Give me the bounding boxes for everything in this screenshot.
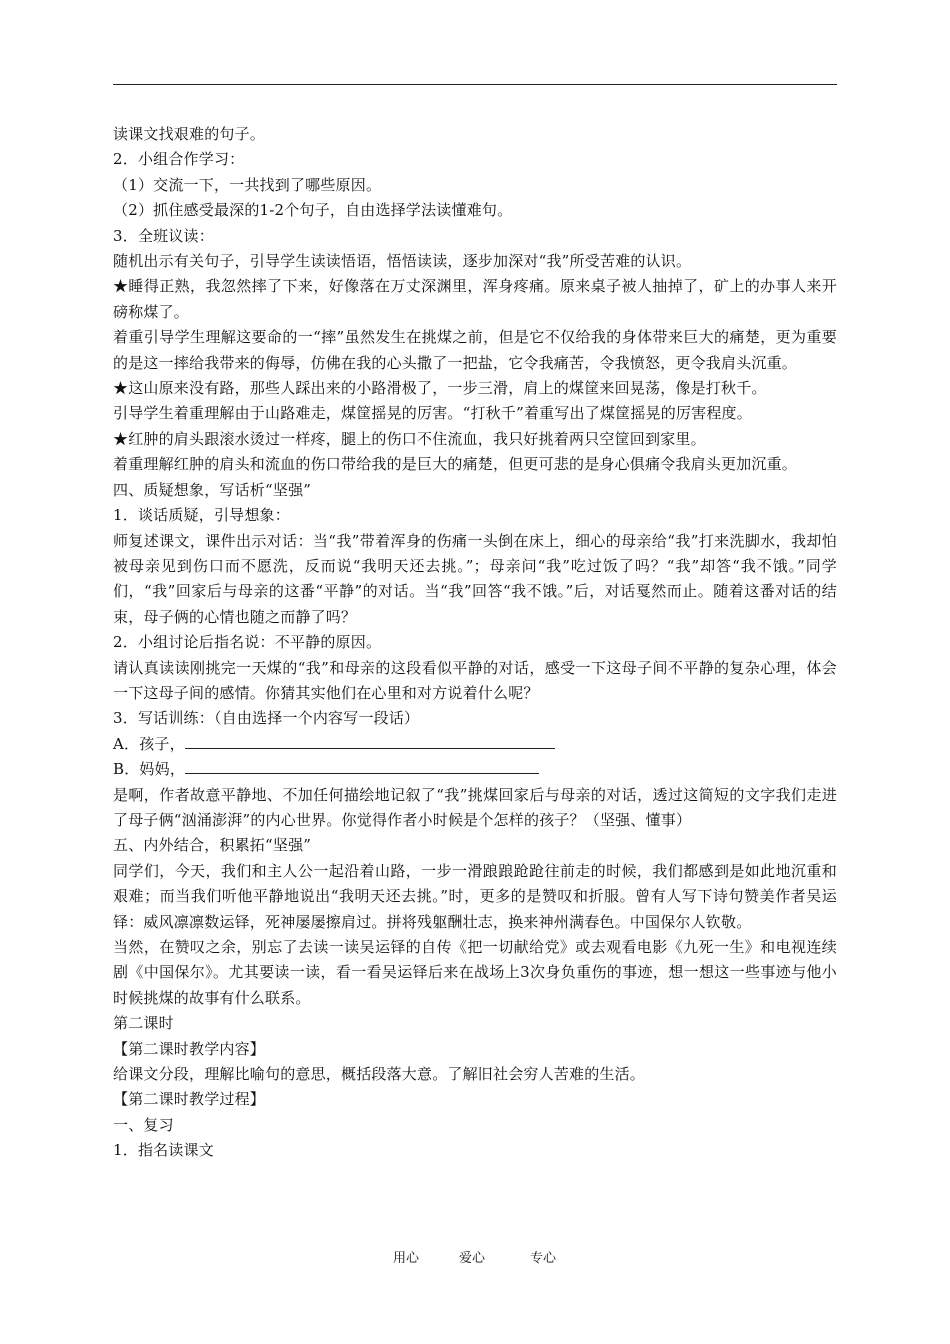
blank-line <box>185 734 555 749</box>
paragraph: ★红肿的肩头跟滚水烫过一样疼，腿上的伤口不住流血，我只好挑着两只空筐回到家里。 <box>113 429 706 448</box>
paragraph: 随机出示有关句子，引导学生读读悟语，悟悟读读，逐步加深对“我”所受苦难的认识。 <box>113 252 692 271</box>
paragraph: 3．全班议读： <box>113 226 214 245</box>
fill-line-a <box>113 732 837 757</box>
paragraph: 引导学生着重理解由于山路难走，煤筐摇晃的厉害。“打秋千”着重写出了煤筐摇晃的厉害程度。 <box>113 404 752 423</box>
paragraph: 是啊，作者故意平静地、不加任何描绘地记叙了“我”挑煤回家后与母亲的对话，透过这简短的文字我们走进了母子俩“汹涌澎湃”的内心世界。你觉得作者小时候是个怎样的孩子？（坚强、懂事） <box>113 785 837 829</box>
paragraph: ★这山原来没有路，那些人踩出来的小路滑极了，一步三滑，肩上的煤筐来回晃荡，像是打秋千。 <box>113 379 767 398</box>
section-heading: 五、内外结合，积累拓“坚强” <box>113 836 312 855</box>
paragraph: 2．小组讨论后指名说：不平静的原因。 <box>113 633 382 652</box>
fill-line-b <box>113 757 837 782</box>
paragraph: 当然，在赞叹之余，别忘了去读一读吴运铎的自传《把一切献给党》或去观看电影《九死一生》和电视连续剧《中国保尔》。尤其要读一读，看一看吴运铎后来在战场上3次身负重伤的事迹，想一想这一些事迹与他小时候挑煤的故事有什么联系。 <box>113 938 837 1007</box>
footer-text: 用心 <box>393 1251 420 1266</box>
paragraph: （2）抓住感受最深的1-2个句子，自由选择学法读懂难句。 <box>113 201 513 220</box>
paragraph: 同学们，今天，我们和主人公一起沿着山路，一步一滑踉踉跄跄往前走的时候，我们都感到是如此地沉重和艰难；而当我们听他平静地说出“我明天还去挑。”时，更多的是赞叹和折服。曾有人写下诗句赞美作者吴运铎：威风凛凛数运铎，死神屡屡擦肩过。拼将残躯酬壮志，换来神州满春色。中国保尔人钦敬。 <box>113 861 837 931</box>
paragraph: 1．指名读课文 <box>113 1141 214 1160</box>
paragraph: 读课文找艰难的句子。 <box>113 125 266 143</box>
footer-text: 爱心 <box>459 1251 486 1266</box>
paragraph: （1）交流一下，一共找到了哪些原因。 <box>113 175 382 194</box>
document-body <box>113 122 837 1164</box>
paragraph: 1．谈话质疑，引导想象： <box>113 506 290 525</box>
header-rule <box>113 84 837 85</box>
footer-text: 专心 <box>530 1251 557 1266</box>
paragraph: ★睡得正熟，我忽然摔了下来，好像落在万丈深渊里，浑身疼痛。原来桌子被人抽掉了，矿上的办事人来开磅称煤了。 <box>113 277 837 321</box>
paragraph: 师复述课文，课件出示对话：当“我”带着浑身的伤痛一头倒在床上，细心的母亲给“我”打来洗脚水，我却怕被母亲见到伤口而不愿洗，反而说“我明天还去挑。”；母亲问“我”吃过饭了吗？“我”却答“我不饿。”同学们，“我”回家后与母亲的这番“平静”的对话。当“我”回答“我不饿。”后，对话戛然而止。随着这番对话的结束，母子俩的心情也随之而静了吗？ <box>113 531 837 626</box>
paragraph: 给课文分段，理解比喻句的意思，概括段落大意。了解旧社会穷人苦难的生活。 <box>113 1065 646 1084</box>
section-heading: 四、质疑想象，写话析“坚强” <box>113 480 312 499</box>
blank-line <box>185 759 539 774</box>
section-heading: 一、复习 <box>113 1115 174 1134</box>
paragraph: 着重引导学生理解这要命的一“摔”虽然发生在挑煤之前，但是它不仅给我的身体带来巨大的痛楚，更为重要的是这一摔给我带来的侮辱，仿佛在我的心头撒了一把盐，它令我痛苦，令我愤怒，更令我肩头沉重。 <box>113 328 837 372</box>
section-heading: 【第二课时教学过程】 <box>113 1090 266 1109</box>
section-heading: 【第二课时教学内容】 <box>113 1039 266 1058</box>
paragraph: 2．小组合作学习： <box>113 150 245 169</box>
fill-label: B．妈妈， <box>113 760 186 779</box>
paragraph: 请认真读读刚挑完一天煤的“我”和母亲的这段看似平静的对话，感受一下这母子间不平静的复杂心理，体会一下这母子间的感情。你猜其实他们在心里和对方说着什么呢？ <box>113 658 837 702</box>
section-heading: 第二课时 <box>113 1014 174 1033</box>
fill-label: A．孩子， <box>113 734 185 753</box>
paragraph: 3．写话训练：（自由选择一个内容写一段话） <box>113 709 420 728</box>
paragraph: 着重理解红肿的肩头和流血的伤口带给我的是巨大的痛楚，但更可悲的是身心俱痛令我肩头更加沉重。 <box>113 455 798 474</box>
